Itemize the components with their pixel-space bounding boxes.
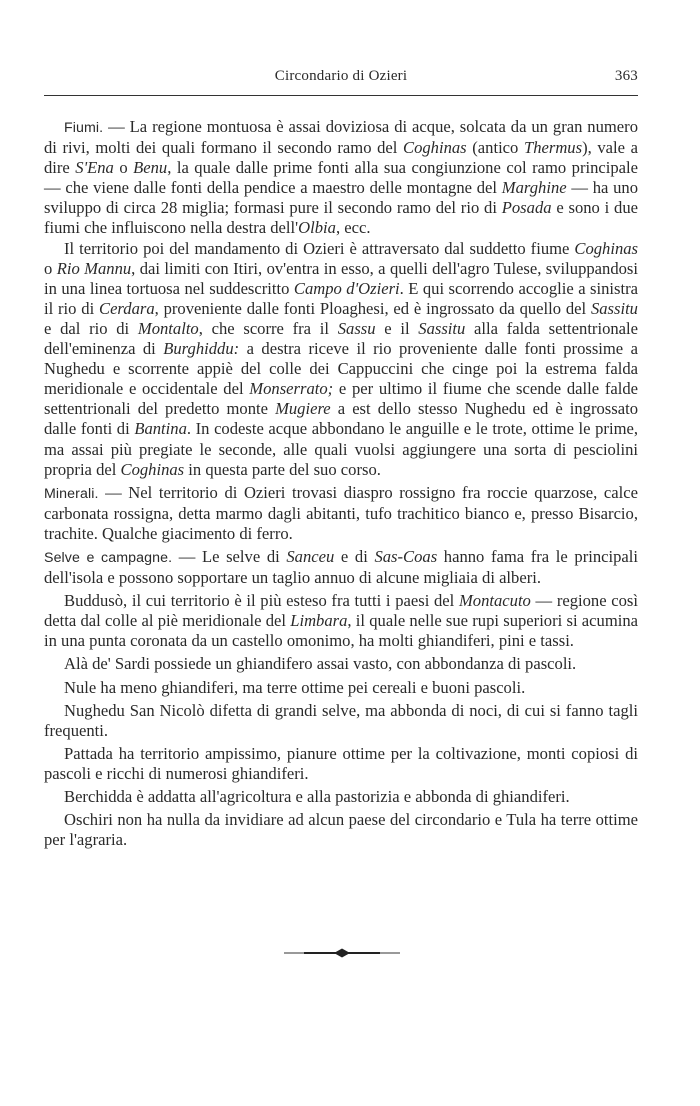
running-header: [44, 68, 638, 90]
italic-term: Sassu: [337, 318, 376, 338]
text-run: , proveniente dalle fonti Ploaghesi, ed è ingrossato da quello del: [154, 298, 591, 318]
text-run: , che scorre fra il: [198, 318, 338, 338]
paragraph-heading: Fiumi.: [64, 120, 104, 136]
page-body: [44, 117, 638, 850]
italic-term: Olbia: [298, 218, 336, 238]
section-end-ornament: [284, 947, 400, 959]
paragraph-pattada: [44, 744, 638, 784]
text-run: . In codeste acque abbondano le anguille e le trote, ottime le prime, ma assai più pregiate le seconde, alle quali vuolsi aggiungere una sorta di pesciolini propria del: [44, 419, 638, 479]
paragraph-berchidda: [44, 787, 638, 807]
paragraph-minerali: [44, 483, 638, 544]
text-run: — Nel territorio di Ozieri trovasi diaspro rossigno fra roccie quarzose, calce carbonata rossigna, detta marmo dagli abitanti, tufo trachitico bianco e, presso Bisarcio, trachite. Qualche giacimento di ferro.: [44, 482, 638, 543]
paragraph-heading: Minerali.: [44, 485, 99, 502]
text-run: Il territorio poi del mandamento di Ozieri è attraversato dal suddetto fiume: [64, 238, 575, 258]
paragraph-heading: Selve e campagne.: [44, 549, 173, 566]
text-run: Nughedu San Nicolò difetta di grandi selve, ma abbonda di noci, di cui si fanno tagli frequenti.: [44, 700, 638, 740]
paragraph-fiumi: [44, 117, 638, 239]
italic-term: Limbara: [290, 611, 348, 631]
text-run: , dai limiti con Itiri, ov'entra in esso, a quelli dell'agro Tulese, sviluppandosi in una linea tortuosa nel suddescritto: [44, 258, 638, 298]
running-title: Circondario di Ozieri: [274, 68, 408, 84]
text-run: o: [113, 158, 134, 178]
italic-term: Burghiddu:: [163, 339, 240, 359]
text-run: Nule ha meno ghiandiferi, ma terre ottime pei cereali e buoni pascoli.: [64, 677, 526, 697]
text-run: in questa parte del suo corso.: [184, 459, 381, 479]
paragraph-nule: [44, 678, 638, 698]
italic-term: Coghinas: [574, 238, 638, 258]
italic-term: Sassitu: [418, 318, 466, 338]
text-run: — La regione montuosa è assai doviziosa di acque, solcata da un gran numero di rivi, molti dei quali formano il secondo ramo del: [44, 117, 638, 158]
italic-term: Thermus: [523, 138, 583, 158]
text-run: hanno fama fra le principali dell'isola e possono sopportare un taglio annuo di alcune migliaia di alberi.: [44, 546, 638, 588]
italic-term: Sanceu: [286, 546, 335, 566]
text-run: Berchidda è addatta all'agricoltura e alla pastorizia e abbonda di ghiandiferi.: [64, 787, 570, 806]
italic-term: Montalto: [137, 318, 199, 338]
text-run: — ha uno sviluppo di circa 28 miglia; formasi pure il secondo ramo del rio di: [44, 178, 638, 218]
italic-term: Benu: [133, 158, 168, 178]
text-run: e per ultimo il fiume che scende dalle falde settentrionali del predetto monte: [44, 379, 639, 419]
text-run: a destra riceve il rio proveniente dalle fonti prossime a Nughedu e scorrente appiè del colle dei Cappuccini che cinge poi la estrema falda meridionale e occidentale del: [44, 339, 638, 399]
text-run: e di: [334, 546, 375, 566]
italic-term: Mugiere: [275, 399, 331, 419]
italic-term: S'Ena: [75, 158, 114, 178]
italic-term: Campo d'Ozieri: [293, 278, 400, 298]
text-run: . E qui scorrendo accoglie a sinistra il rio di: [44, 278, 638, 318]
text-run: e dal rio di: [44, 318, 138, 338]
text-run: , la quale dalle prime fonti alla sua congiunzione col ramo principale — che viene dalle fonti della pendice a maestro delle montagne del: [44, 158, 638, 198]
header-rule: [44, 95, 638, 96]
italic-term: Sas-Coas: [374, 546, 438, 566]
page-number: 363: [614, 68, 638, 84]
italic-term: Coghinas: [403, 138, 467, 158]
text-run: a est dello stesso Nughedu ed è ingrossato dalle fonti di: [44, 399, 638, 439]
paragraph-oschiri: [44, 810, 638, 850]
text-run: Oschiri non ha nulla da invidiare ad alcun paese del circondario e Tula ha terre ottime per l'agraria.: [44, 810, 638, 850]
paragraph-territorio: [44, 239, 638, 480]
text-run: Pattada ha territorio ampissimo, pianure ottime per la coltivazione, monti copiosi di pascoli e ricchi di numerosi ghiandiferi.: [44, 743, 638, 783]
text-run: Alà de' Sardi possiede un ghiandifero assai vasto, con abbondanza di pascoli.: [64, 654, 577, 674]
text-run: o: [44, 258, 57, 278]
text-run: , ecc.: [335, 218, 371, 238]
italic-term: Montacuto: [458, 591, 531, 611]
italic-term: Cerdara: [99, 298, 155, 318]
text-run: — regione così detta dal colle al piè meridionale del: [44, 591, 638, 631]
text-run: Buddusò, il cui territorio è il più esteso fra tutti i paesi del: [64, 591, 459, 611]
italic-term: Posada: [501, 198, 552, 218]
italic-term: Coghinas: [120, 459, 185, 479]
paragraph-ala: [44, 654, 638, 674]
italic-term: Monserrato;: [249, 379, 334, 399]
text-run: e il: [375, 318, 419, 338]
text-run: alla falda settentrionale dell'eminenza di: [44, 318, 639, 359]
text-run: e sono i due fiumi che influiscono nella destra dell': [44, 198, 638, 238]
paragraph-selve: [44, 547, 638, 588]
text-run: ), vale a dire: [44, 138, 638, 178]
text-run: (antico: [466, 138, 524, 158]
paragraph-nughedu: [44, 701, 638, 741]
text-run: , il quale nelle sue rupi superiori si acumina in una punta coronata da un castello omonimo, ha molti ghiandiferi, pini e tassi.: [44, 611, 638, 651]
italic-term: Bantina: [134, 419, 187, 439]
italic-term: Marghine: [501, 178, 567, 198]
text-run: — Le selve di: [172, 546, 287, 566]
italic-term: Sassitu: [590, 298, 638, 318]
italic-term: Rio Mannu: [56, 258, 132, 278]
paragraph-budduso: [44, 591, 638, 651]
